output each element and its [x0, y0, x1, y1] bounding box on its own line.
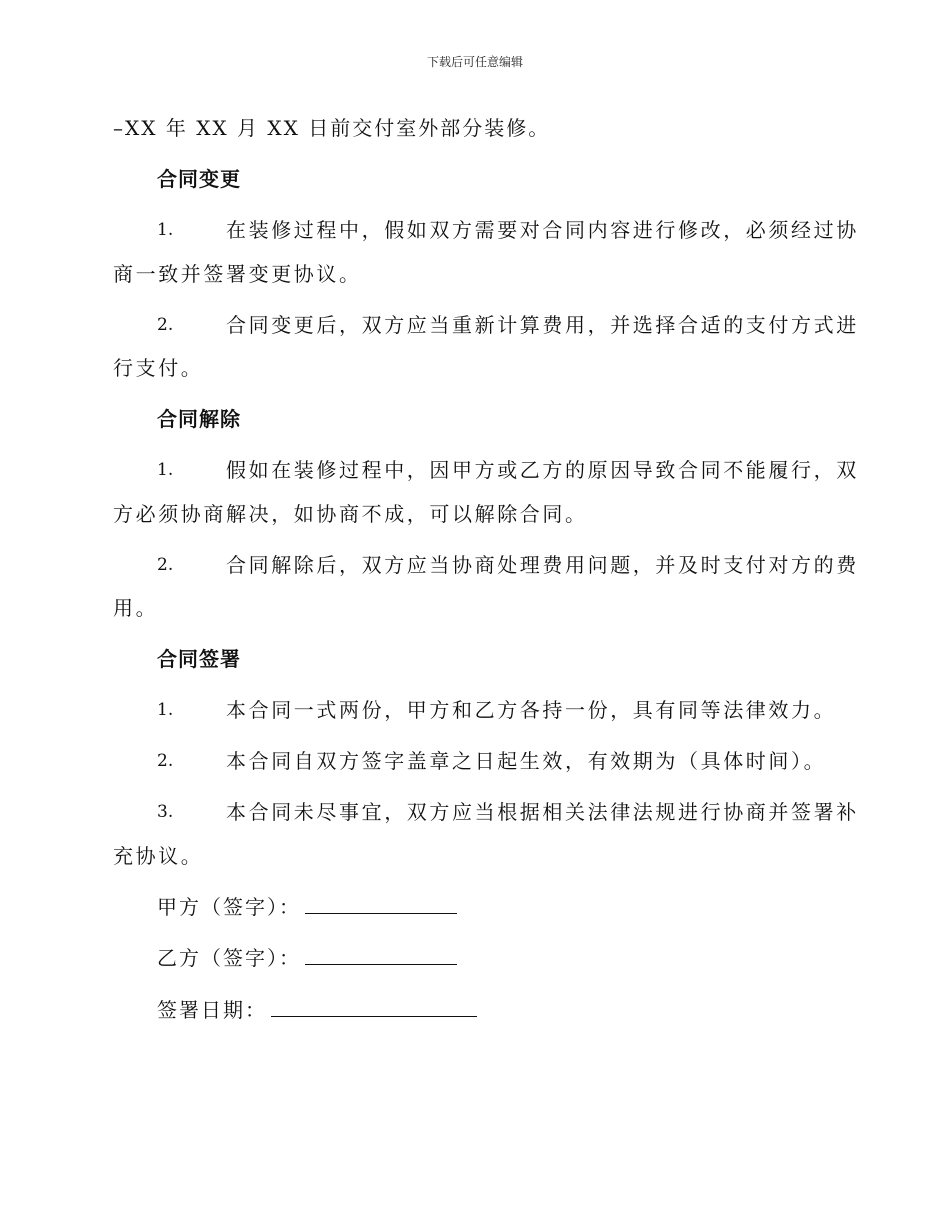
section-heading-signing: 合同签署 [157, 647, 241, 671]
item-number: 2. [157, 315, 174, 335]
item-text: 本合同未尽事宜，双方应当根据相关法律法规进行协商并签署补 [226, 800, 859, 824]
signing-date-label: 签署日期： [157, 998, 267, 1022]
party-b-signature-line [157, 943, 457, 973]
item-text: 本合同自双方签字盖章之日起生效，有效期为（具体时间）。 [226, 749, 827, 773]
item-number: 1. [157, 220, 174, 240]
item-text: 合同变更后，双方应当重新计算费用，并选择合适的支付方式进 [226, 313, 859, 337]
party-a-label: 甲方（签字）： [157, 895, 301, 919]
page-header: 下载后可任意编辑 [426, 55, 523, 69]
section-heading-change: 合同变更 [157, 167, 241, 191]
item-number: 1. [157, 700, 174, 720]
item-text: 合同解除后，双方应当协商处理费用问题，并及时支付对方的费 [226, 553, 859, 577]
signing-date-line [157, 995, 477, 1025]
party-a-signature-line [157, 892, 457, 922]
item-text-continued: 商一致并签署变更协议。 [113, 262, 362, 286]
item-text-continued: 方必须协商解决，如协商不成，可以解除合同。 [113, 502, 588, 526]
item-number: 3. [157, 802, 174, 822]
item-text-continued: 充协议。 [113, 844, 204, 868]
section-heading-termination: 合同解除 [157, 407, 241, 431]
item-text: 在装修过程中，假如双方需要对合同内容进行修改，必须经过协 [226, 218, 859, 242]
item-number: 1. [157, 460, 174, 480]
signing-date-blank[interactable] [271, 998, 477, 1017]
item-number: 2. [157, 751, 174, 771]
item-text-continued: 用。 [113, 596, 159, 620]
item-text-continued: 行支付。 [113, 356, 204, 380]
party-b-label: 乙方（签字）： [157, 946, 301, 970]
party-a-signature-blank[interactable] [305, 895, 457, 914]
item-text: 本合同一式两份，甲方和乙方各持一份，具有同等法律效力。 [226, 698, 837, 722]
party-b-signature-blank[interactable] [305, 946, 457, 965]
item-number: 2. [157, 555, 174, 575]
intro-line: –XX 年 XX 月 XX 日前交付室外部分装修。 [113, 116, 551, 140]
item-text: 假如在装修过程中，因甲方或乙方的原因导致合同不能履行，双 [226, 458, 859, 482]
